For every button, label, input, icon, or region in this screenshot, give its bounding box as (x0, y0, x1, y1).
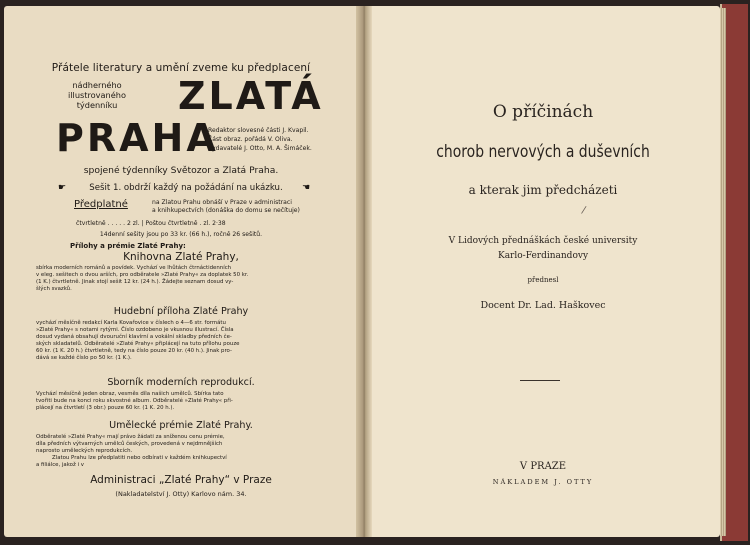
section4-text-4: Zlatou Prahu lze předplatiti nebo odbírati v každém knihkupectví (52, 455, 227, 461)
section1-title: Knihovna Zlaté Prahy, (123, 251, 239, 263)
section1-text-3: (1 K.) čtvrtletně. Jinak stojí sešit 12 kr. (24 h.). Žádejte seznam dosud vy- (36, 279, 234, 285)
section4-text-3: naprosto uměleckých reprodukcích. (36, 448, 133, 454)
section2-text-1: vychází měsíčně redakcí Karla Kovařovice v číslech o 4—6 str. formátu (36, 320, 226, 326)
city: V PRAZE (519, 461, 567, 472)
section3-text-1: Vychází měsíčně jeden obraz, vesměs díla našich umělců. Sbírka tato (36, 391, 224, 397)
title-praha: PRAHA (56, 116, 219, 160)
title-line-1: O příčinách (492, 102, 594, 122)
pointing-hand-left-icon: ☛ (58, 183, 67, 193)
title-zlata: ZLATÁ (178, 74, 324, 118)
pencil-mark: / (580, 204, 587, 217)
presented-label: přednesl (527, 276, 559, 284)
divider-rule (520, 380, 560, 381)
page-edges (720, 8, 726, 536)
supplements-intro: Přílohy a prémie Zlaté Prahy: (70, 242, 186, 250)
book-gutter (356, 6, 372, 537)
lecture-line-2: Karlo-Ferdinandovy (497, 251, 589, 261)
sample-notice: Sešit 1. obdrží každý na požádání na ukázku. (89, 183, 283, 193)
ad-adjective-1: nádherného (72, 80, 122, 90)
section4-text-1: Odběratelé »Zlaté Prahy« mají právo žádati za sníženou cenu prémie, (36, 434, 225, 440)
editor-line-2: Část obraz. pořádá V. Oliva. (208, 136, 293, 143)
joined-line: spojené týdenníky Světozor a Zlatá Praha. (83, 165, 279, 176)
ad-header: Přátele literatury a umění zveme ku předplacení (51, 62, 311, 74)
section2-text-6: dává se každé číslo po 50 kr. (1 K.). (36, 355, 132, 361)
section1-text-1: sbírka moderních románů a povídek. Vychází ve lhůtách čtrnáctidenních (36, 265, 232, 271)
ad-adjective-2: illustrovaného (68, 90, 126, 100)
editor-line-3: Vydavatelé J. Otto, M. A. Šimáček. (208, 145, 312, 152)
subscription-text-1: na Zlatou Prahu obnáší v Praze v administraci (152, 199, 292, 206)
section1-text-4: šlých svazků. (36, 286, 72, 292)
publisher: NÁKLADEM J. OTTY (492, 478, 594, 486)
subtitle: a kterak jim předcházeti (468, 183, 618, 197)
section2-text-3: dosud vydaná obsahují dvouruční klavírní a vokální skladby předních če- (36, 334, 232, 340)
section1-text-2: v eleg. sešitech o dvou arších, pro odběratele »Zlaté Prahy« za doplatek 50 kr. (36, 272, 249, 278)
issues-line: 14denní sešity jsou po 33 kr. (66 h.), ročně 26 sešitů. (99, 231, 263, 238)
subscription-title: Předplatné (74, 199, 128, 210)
section2-text-2: »Zlaté Prahy« s notami rytými. Číslo ozdobeno je vkusnou illustrací. Čísla (36, 327, 234, 333)
section2-title: Hudební příloha Zlaté Prahy (113, 306, 249, 317)
lecture-line-1: V Lidových přednáškách české university (448, 236, 638, 246)
section2-text-4: ských skladatelů. Odběratelé »Zlaté Prahy« připlácejí na tuto přílohu pouze (36, 341, 240, 347)
section3-text-3: plácejí na čtvrtletí (3 obr.) pouze 60 kr. (1 K. 20 h.). (36, 405, 175, 411)
admin-address: (Nakladatelství J. Otty) Karlovo nám. 34. (115, 490, 247, 498)
admin-line: Administraci „Zlaté Prahy“ v Praze (90, 474, 272, 486)
author: Docent Dr. Lad. Haškovec (480, 300, 606, 311)
ad-adjective-3: týdenníku (76, 100, 118, 110)
section3-title: Sborník moderních reprodukcí. (107, 377, 255, 388)
editor-line-1: Redaktor slovesné části J. Kvapil. (208, 127, 309, 134)
right-page (366, 6, 720, 537)
section4-text-5: a filiálce, jakož i v (36, 462, 84, 468)
section4-text-2: díla předních výtvarných umělců českých, provedená v nejdmnějších (36, 441, 223, 447)
section2-text-5: 60 kr. (1 K. 20 h.) čtvrtletně, tedy na číslo pouze 20 kr. (40 h.). Jinak pro- (36, 348, 232, 354)
section4-title: Umělecké prémie Zlaté Prahy. (109, 420, 253, 431)
section3-text-2: tvořiti bude na konci roku skvostné album. Odběratelé »Zlaté Prahy« při- (36, 398, 233, 404)
pointing-hand-right-icon: ☛ (302, 183, 311, 193)
title-line-2: chorob nervových a duševních (436, 142, 650, 162)
subscription-text-2: a knihkupectvích (donáška do domu se nečítuje) (152, 207, 300, 214)
price-line: čtvrtletně . . . . . 2 zl. | Poštou čtvrtletně . zl. 2·38 (76, 220, 226, 227)
